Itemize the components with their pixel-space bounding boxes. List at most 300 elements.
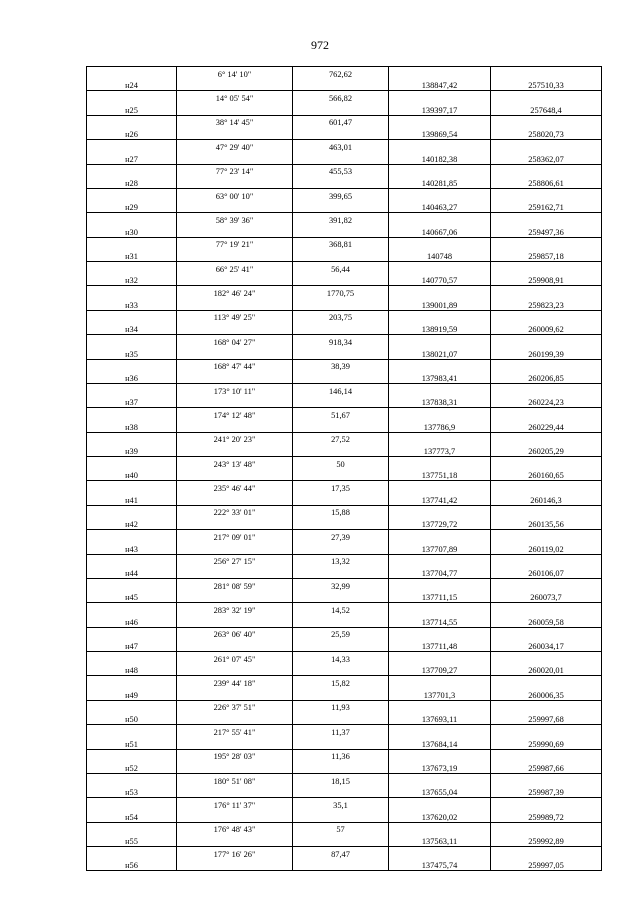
length-cell: 57 — [293, 822, 389, 834]
point-name-cell: н33 — [87, 298, 177, 310]
length-cell: 50 — [293, 457, 389, 469]
y-coordinate-cell — [491, 408, 602, 420]
table-row — [87, 566, 602, 578]
table-row — [87, 140, 602, 152]
direction-angle-cell: 195° 28' 03" — [177, 749, 293, 761]
direction-angle-cell — [177, 396, 293, 408]
x-coordinate-cell — [389, 164, 491, 176]
length-cell — [293, 517, 389, 529]
y-coordinate-cell: 260034,17 — [491, 639, 602, 651]
y-coordinate-cell — [491, 700, 602, 712]
y-coordinate-cell — [491, 237, 602, 249]
direction-angle-cell — [177, 761, 293, 773]
table-row — [87, 542, 602, 554]
table-row — [87, 761, 602, 773]
direction-angle-cell: 66° 25' 41" — [177, 262, 293, 274]
table-row — [87, 737, 602, 749]
point-name-cell: н28 — [87, 176, 177, 188]
y-coordinate-cell — [491, 140, 602, 152]
table-row — [87, 798, 602, 810]
table-row — [87, 591, 602, 603]
direction-angle-cell — [177, 103, 293, 115]
length-cell: 11,36 — [293, 749, 389, 761]
point-name-cell — [87, 822, 177, 834]
y-coordinate-cell — [491, 676, 602, 688]
y-coordinate-cell — [491, 67, 602, 79]
y-coordinate-cell: 260146,3 — [491, 493, 602, 505]
table-row — [87, 859, 602, 871]
length-cell: 146,14 — [293, 383, 389, 395]
point-name-cell: н51 — [87, 737, 177, 749]
x-coordinate-cell — [389, 773, 491, 785]
length-cell — [293, 688, 389, 700]
x-coordinate-cell: 140748 — [389, 249, 491, 261]
x-coordinate-cell: 137741,42 — [389, 493, 491, 505]
direction-angle-cell — [177, 274, 293, 286]
y-coordinate-cell: 259989,72 — [491, 810, 602, 822]
point-name-cell — [87, 359, 177, 371]
x-coordinate-cell: 137711,48 — [389, 639, 491, 651]
table-row — [87, 688, 602, 700]
y-coordinate-cell: 258362,07 — [491, 152, 602, 164]
direction-angle-cell — [177, 737, 293, 749]
x-coordinate-cell: 138021,07 — [389, 347, 491, 359]
y-coordinate-cell — [491, 335, 602, 347]
point-name-cell: н54 — [87, 810, 177, 822]
direction-angle-cell: 283° 32' 19" — [177, 603, 293, 615]
length-cell: 13,32 — [293, 554, 389, 566]
table-row — [87, 615, 602, 627]
y-coordinate-cell — [491, 481, 602, 493]
direction-angle-cell — [177, 810, 293, 822]
table-row — [87, 286, 602, 298]
y-coordinate-cell: 260106,07 — [491, 566, 602, 578]
length-cell — [293, 810, 389, 822]
direction-angle-cell: 239° 44' 18" — [177, 676, 293, 688]
x-coordinate-cell: 137983,41 — [389, 371, 491, 383]
point-name-cell — [87, 140, 177, 152]
point-name-cell: н45 — [87, 591, 177, 603]
table-row — [87, 676, 602, 688]
point-name-cell: н36 — [87, 371, 177, 383]
direction-angle-cell — [177, 127, 293, 139]
direction-angle-cell: 226° 37' 51" — [177, 700, 293, 712]
table-row — [87, 359, 602, 371]
direction-angle-cell — [177, 859, 293, 871]
point-name-cell: н38 — [87, 420, 177, 432]
length-cell — [293, 79, 389, 91]
y-coordinate-cell — [491, 310, 602, 322]
length-cell — [293, 859, 389, 871]
point-name-cell — [87, 188, 177, 200]
x-coordinate-cell — [389, 286, 491, 298]
x-coordinate-cell — [389, 335, 491, 347]
y-coordinate-cell: 259497,36 — [491, 225, 602, 237]
table-row — [87, 822, 602, 834]
x-coordinate-cell — [389, 237, 491, 249]
y-coordinate-cell: 259857,18 — [491, 249, 602, 261]
x-coordinate-cell — [389, 505, 491, 517]
y-coordinate-cell — [491, 457, 602, 469]
point-name-cell — [87, 481, 177, 493]
point-name-cell: н26 — [87, 127, 177, 139]
length-cell: 17,35 — [293, 481, 389, 493]
x-coordinate-cell — [389, 213, 491, 225]
point-name-cell: н43 — [87, 542, 177, 554]
direction-angle-cell — [177, 420, 293, 432]
x-coordinate-cell: 137711,15 — [389, 591, 491, 603]
point-name-cell — [87, 67, 177, 79]
point-name-cell: н29 — [87, 201, 177, 213]
direction-angle-cell — [177, 347, 293, 359]
length-cell — [293, 420, 389, 432]
y-coordinate-cell — [491, 798, 602, 810]
length-cell: 25,59 — [293, 627, 389, 639]
table-row — [87, 176, 602, 188]
point-name-cell: н49 — [87, 688, 177, 700]
length-cell: 27,39 — [293, 530, 389, 542]
x-coordinate-cell: 137714,55 — [389, 615, 491, 627]
x-coordinate-cell: 139001,89 — [389, 298, 491, 310]
point-name-cell: н41 — [87, 493, 177, 505]
table-row — [87, 262, 602, 274]
table-row — [87, 700, 602, 712]
point-name-cell: н44 — [87, 566, 177, 578]
direction-angle-cell — [177, 176, 293, 188]
point-name-cell: н52 — [87, 761, 177, 773]
x-coordinate-cell: 137709,27 — [389, 664, 491, 676]
y-coordinate-cell: 260229,44 — [491, 420, 602, 432]
length-cell — [293, 298, 389, 310]
y-coordinate-cell: 260009,62 — [491, 322, 602, 334]
x-coordinate-cell: 137786,9 — [389, 420, 491, 432]
x-coordinate-cell: 137729,72 — [389, 517, 491, 529]
length-cell — [293, 712, 389, 724]
coordinates-table — [86, 66, 602, 871]
y-coordinate-cell — [491, 749, 602, 761]
point-name-cell — [87, 408, 177, 420]
direction-angle-cell: 182° 46' 24" — [177, 286, 293, 298]
table-row — [87, 201, 602, 213]
point-name-cell — [87, 432, 177, 444]
y-coordinate-cell: 258020,73 — [491, 127, 602, 139]
length-cell: 32,99 — [293, 578, 389, 590]
length-cell: 11,37 — [293, 725, 389, 737]
y-coordinate-cell — [491, 652, 602, 664]
table-row — [87, 773, 602, 785]
y-coordinate-cell: 259908,91 — [491, 274, 602, 286]
direction-angle-cell: 63° 00' 10" — [177, 188, 293, 200]
direction-angle-cell — [177, 371, 293, 383]
direction-angle-cell — [177, 249, 293, 261]
point-name-cell: н31 — [87, 249, 177, 261]
table-row — [87, 432, 602, 444]
x-coordinate-cell — [389, 725, 491, 737]
x-coordinate-cell: 137620,02 — [389, 810, 491, 822]
y-coordinate-cell — [491, 213, 602, 225]
length-cell: 15,82 — [293, 676, 389, 688]
direction-angle-cell: 222° 33' 01" — [177, 505, 293, 517]
y-coordinate-cell — [491, 505, 602, 517]
y-coordinate-cell: 260205,29 — [491, 444, 602, 456]
table-row — [87, 469, 602, 481]
direction-angle-cell: 113° 49' 25" — [177, 310, 293, 322]
length-cell — [293, 664, 389, 676]
y-coordinate-cell — [491, 847, 602, 859]
y-coordinate-cell — [491, 115, 602, 127]
table-row — [87, 603, 602, 615]
y-coordinate-cell — [491, 773, 602, 785]
length-cell: 15,88 — [293, 505, 389, 517]
point-name-cell: н25 — [87, 103, 177, 115]
point-name-cell — [87, 164, 177, 176]
point-name-cell — [87, 603, 177, 615]
y-coordinate-cell — [491, 725, 602, 737]
point-name-cell — [87, 700, 177, 712]
length-cell — [293, 493, 389, 505]
point-name-cell — [87, 749, 177, 761]
point-name-cell — [87, 457, 177, 469]
x-coordinate-cell — [389, 115, 491, 127]
point-name-cell — [87, 847, 177, 859]
direction-angle-cell: 241° 20' 23" — [177, 432, 293, 444]
length-cell — [293, 542, 389, 554]
table-row — [87, 335, 602, 347]
point-name-cell: н24 — [87, 79, 177, 91]
direction-angle-cell — [177, 712, 293, 724]
y-coordinate-cell — [491, 554, 602, 566]
direction-angle-cell: 243° 13' 48" — [177, 457, 293, 469]
y-coordinate-cell: 260020,01 — [491, 664, 602, 676]
length-cell — [293, 274, 389, 286]
point-name-cell — [87, 310, 177, 322]
y-coordinate-cell — [491, 262, 602, 274]
table-row — [87, 810, 602, 822]
direction-angle-cell: 77° 23' 14" — [177, 164, 293, 176]
length-cell: 463,01 — [293, 140, 389, 152]
table-row — [87, 274, 602, 286]
direction-angle-cell: 58° 39' 36" — [177, 213, 293, 225]
direction-angle-cell: 168° 47' 44" — [177, 359, 293, 371]
length-cell: 14,52 — [293, 603, 389, 615]
point-name-cell — [87, 237, 177, 249]
point-name-cell — [87, 383, 177, 395]
table-row — [87, 79, 602, 91]
y-coordinate-cell: 259992,89 — [491, 834, 602, 846]
length-cell: 35,1 — [293, 798, 389, 810]
length-cell: 18,15 — [293, 773, 389, 785]
x-coordinate-cell: 138919,59 — [389, 322, 491, 334]
length-cell — [293, 396, 389, 408]
table-row — [87, 664, 602, 676]
x-coordinate-cell — [389, 140, 491, 152]
table-row — [87, 554, 602, 566]
length-cell: 566,82 — [293, 91, 389, 103]
table-row — [87, 371, 602, 383]
x-coordinate-cell — [389, 749, 491, 761]
page-number: 972 — [311, 38, 329, 52]
direction-angle-cell: 217° 09' 01" — [177, 530, 293, 542]
direction-angle-cell — [177, 786, 293, 798]
x-coordinate-cell: 137563,11 — [389, 834, 491, 846]
direction-angle-cell: 263° 06' 40" — [177, 627, 293, 639]
x-coordinate-cell — [389, 91, 491, 103]
direction-angle-cell: 176° 48' 43" — [177, 822, 293, 834]
x-coordinate-cell: 137673,19 — [389, 761, 491, 773]
table-row — [87, 847, 602, 859]
length-cell: 14,33 — [293, 652, 389, 664]
y-coordinate-cell — [491, 530, 602, 542]
point-name-cell — [87, 213, 177, 225]
table-row — [87, 115, 602, 127]
table-row — [87, 420, 602, 432]
table-row — [87, 347, 602, 359]
table-row — [87, 517, 602, 529]
table-row — [87, 188, 602, 200]
point-name-cell: н42 — [87, 517, 177, 529]
direction-angle-cell: 176° 11' 37" — [177, 798, 293, 810]
length-cell — [293, 371, 389, 383]
length-cell — [293, 639, 389, 651]
length-cell: 51,67 — [293, 408, 389, 420]
table-row — [87, 127, 602, 139]
x-coordinate-cell — [389, 408, 491, 420]
y-coordinate-cell: 259987,66 — [491, 761, 602, 773]
table-row — [87, 725, 602, 737]
direction-angle-cell: 235° 46' 44" — [177, 481, 293, 493]
point-name-cell — [87, 725, 177, 737]
y-coordinate-cell: 259990,69 — [491, 737, 602, 749]
x-coordinate-cell: 139869,54 — [389, 127, 491, 139]
length-cell — [293, 249, 389, 261]
y-coordinate-cell — [491, 383, 602, 395]
table-row — [87, 103, 602, 115]
x-coordinate-cell — [389, 676, 491, 688]
direction-angle-cell — [177, 79, 293, 91]
direction-angle-cell — [177, 322, 293, 334]
y-coordinate-cell: 260073,7 — [491, 591, 602, 603]
y-coordinate-cell — [491, 822, 602, 834]
direction-angle-cell — [177, 688, 293, 700]
direction-angle-cell: 47° 29' 40" — [177, 140, 293, 152]
y-coordinate-cell — [491, 603, 602, 615]
length-cell — [293, 152, 389, 164]
x-coordinate-cell: 137684,14 — [389, 737, 491, 749]
length-cell: 368,81 — [293, 237, 389, 249]
direction-angle-cell: 180° 51' 08" — [177, 773, 293, 785]
x-coordinate-cell — [389, 188, 491, 200]
y-coordinate-cell — [491, 432, 602, 444]
y-coordinate-cell: 260199,39 — [491, 347, 602, 359]
x-coordinate-cell — [389, 262, 491, 274]
table-row — [87, 310, 602, 322]
point-name-cell: н39 — [87, 444, 177, 456]
length-cell — [293, 834, 389, 846]
length-cell — [293, 737, 389, 749]
table-row — [87, 627, 602, 639]
direction-angle-cell: 38° 14' 45" — [177, 115, 293, 127]
table-row — [87, 225, 602, 237]
x-coordinate-cell — [389, 67, 491, 79]
x-coordinate-cell: 137838,31 — [389, 396, 491, 408]
point-name-cell — [87, 798, 177, 810]
x-coordinate-cell: 140667,06 — [389, 225, 491, 237]
y-coordinate-cell: 260206,85 — [491, 371, 602, 383]
x-coordinate-cell: 137693,11 — [389, 712, 491, 724]
point-name-cell: н35 — [87, 347, 177, 359]
table-row — [87, 493, 602, 505]
length-cell: 762,62 — [293, 67, 389, 79]
table-row — [87, 749, 602, 761]
point-name-cell: н47 — [87, 639, 177, 651]
x-coordinate-cell: 138847,42 — [389, 79, 491, 91]
y-coordinate-cell — [491, 627, 602, 639]
x-coordinate-cell — [389, 627, 491, 639]
direction-angle-cell — [177, 639, 293, 651]
length-cell — [293, 786, 389, 798]
x-coordinate-cell: 140182,38 — [389, 152, 491, 164]
point-name-cell: н55 — [87, 834, 177, 846]
point-name-cell: н53 — [87, 786, 177, 798]
x-coordinate-cell: 137704,77 — [389, 566, 491, 578]
length-cell: 56,44 — [293, 262, 389, 274]
length-cell — [293, 103, 389, 115]
table-row — [87, 322, 602, 334]
length-cell: 38,39 — [293, 359, 389, 371]
y-coordinate-cell: 260160,65 — [491, 469, 602, 481]
table-row — [87, 396, 602, 408]
x-coordinate-cell: 139397,17 — [389, 103, 491, 115]
table-row — [87, 91, 602, 103]
length-cell — [293, 591, 389, 603]
point-name-cell — [87, 627, 177, 639]
x-coordinate-cell: 137655,04 — [389, 786, 491, 798]
direction-angle-cell: 217° 55' 41" — [177, 725, 293, 737]
y-coordinate-cell: 259997,05 — [491, 859, 602, 871]
length-cell — [293, 615, 389, 627]
y-coordinate-cell: 259997,68 — [491, 712, 602, 724]
direction-angle-cell — [177, 201, 293, 213]
direction-angle-cell — [177, 615, 293, 627]
x-coordinate-cell — [389, 578, 491, 590]
point-name-cell: н56 — [87, 859, 177, 871]
length-cell: 1770,75 — [293, 286, 389, 298]
y-coordinate-cell: 258806,61 — [491, 176, 602, 188]
y-coordinate-cell: 260119,02 — [491, 542, 602, 554]
direction-angle-cell — [177, 225, 293, 237]
direction-angle-cell: 281° 08' 59" — [177, 578, 293, 590]
direction-angle-cell: 173° 10' 11" — [177, 383, 293, 395]
table-row — [87, 67, 602, 79]
length-cell — [293, 761, 389, 773]
length-cell: 203,75 — [293, 310, 389, 322]
table-row — [87, 237, 602, 249]
x-coordinate-cell: 137751,18 — [389, 469, 491, 481]
length-cell — [293, 469, 389, 481]
x-coordinate-cell — [389, 359, 491, 371]
direction-angle-cell: 77° 19' 21" — [177, 237, 293, 249]
table-row — [87, 505, 602, 517]
x-coordinate-cell: 140281,85 — [389, 176, 491, 188]
direction-angle-cell — [177, 542, 293, 554]
y-coordinate-cell — [491, 286, 602, 298]
x-coordinate-cell — [389, 822, 491, 834]
direction-angle-cell: 261° 07' 45" — [177, 652, 293, 664]
x-coordinate-cell — [389, 481, 491, 493]
table-row — [87, 152, 602, 164]
table-row — [87, 834, 602, 846]
length-cell — [293, 201, 389, 213]
